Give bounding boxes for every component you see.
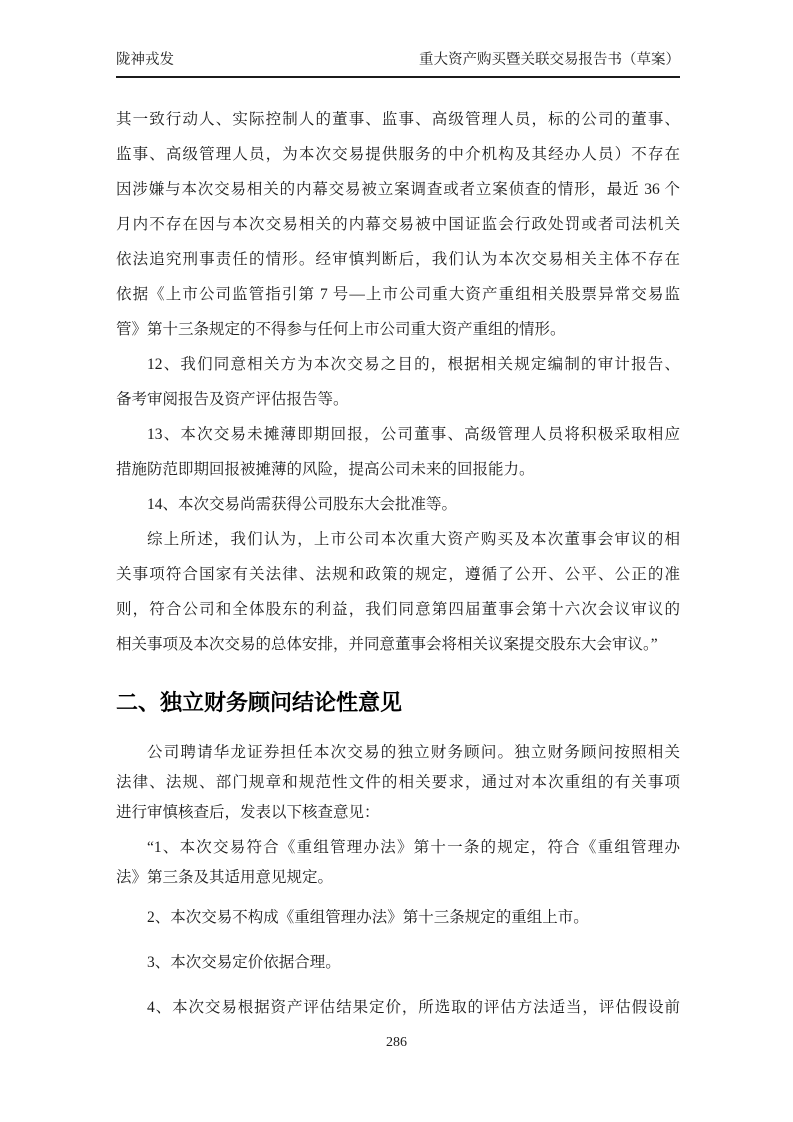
paragraph-item-13: 13、本次交易未摊薄即期回报，公司董事、高级管理人员将积极采取相应 措施防范即期回报被摊薄的风险，提高公司未来的回报能力。 — [116, 426, 680, 478]
paragraph-intro-continuation: 其一致行动人、实际控制人的董事、监事、高级管理人员，标的公司的董事、 监事、高级管理人员，为本次交易提供服务的中介机构及其经办人员）不存在 因涉嫌与本次交易相关的内幕交易被立案调查或者立案侦查的情形，最近 36 个 月内不存在因与本次交易相关的内幕交易被中国证监会行政处罚或者司法机关 依法追究刑事责任的情形。经审慎判断后，我们认为本次交易相关主体不存在 依据《上市公司监管指引第 7 号—上市公司重大资产重组相关股票异常交易监 管》第十三条规定的不得参与任何上市公司重大资产重组的情形。 — [116, 111, 680, 338]
paragraph-conclusion: 综上所述，我们认为，上市公司本次重大资产购买及本次董事会审议的相 关事项符合国家有关法律、法规和政策的规定，遵循了公开、公平、公正的准 则，符合公司和全体股东的利益，我们同意第四届董事会第十六次会议审议的 相关事项及本次交易的总体安排，并同意董事会将相关议案提交股东大会审议。” — [116, 531, 680, 653]
paragraph-opinion-4: 4、本次交易根据资产评估结果定价，所选取的评估方法适当，评估假设前 — [147, 999, 680, 1016]
page-number: 286 — [386, 1035, 407, 1050]
paragraph-opinion-3: 3、本次交易定价依据合理。 — [147, 954, 341, 971]
page-header — [116, 50, 680, 78]
paragraph-opinion-2: 2、本次交易不构成《重组管理办法》第十三条规定的重组上市。 — [147, 909, 589, 926]
paragraph-advisor-intro: 公司聘请华龙证券担任本次交易的独立财务顾问。独立财务顾问按照相关 法律、法规、部门规章和规范性文件的相关要求，通过对本次重组的有关事项 进行审慎核查后，发表以下核查意见： — [116, 744, 680, 821]
header-left-text: 陇神戎发 — [116, 52, 174, 68]
paragraph-item-12: 12、我们同意相关方为本次交易之目的，根据相关规定编制的审计报告、 备考审阅报告及资产评估报告等。 — [116, 356, 680, 408]
paragraph-item-14: 14、本次交易尚需获得公司股东大会批准等。 — [147, 496, 458, 513]
section-heading: 二、独立财务顾问结论性意见 — [116, 690, 403, 715]
paragraph-opinion-1: “1、本次交易符合《重组管理办法》第十一条的规定，符合《重组管理办 法》第三条及其适用意见规定。 — [116, 839, 680, 886]
header-right-text: 重大资产购买暨关联交易报告书（草案） — [419, 52, 680, 68]
